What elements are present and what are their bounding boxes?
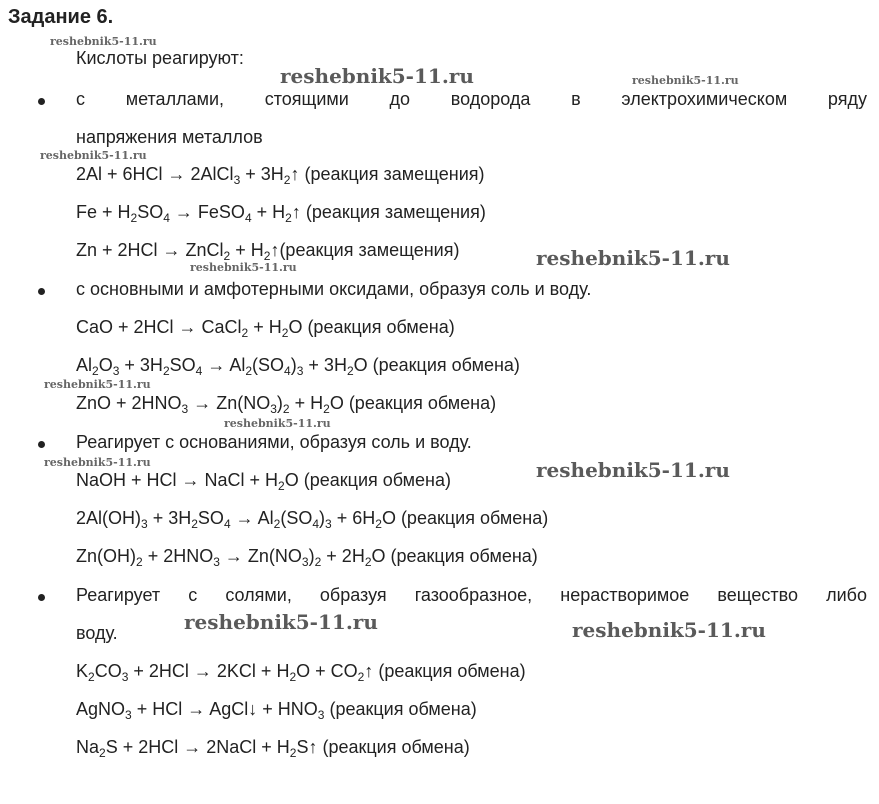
equation-zn-hcl: Zn + 2HCl → ZnCl$_2$ + $H_2↑(реакция$ замещения) <box>76 240 460 263</box>
equation-al-hcl: 2Al + 6HCl → 2AlCl$_3$ + $3H_2↑$ (реакция замещения) <box>76 164 485 187</box>
equation-zno-hno3: ZnO + $2HNO_3 \to Zn(NO_3)_2 + H_2O$ (реакция обмена) <box>76 393 497 416</box>
equation-fe-h2so4: $Fe + H_2SO_4$ → FeSO$_4$ + $H_2↑$ (реакция замещения) <box>76 202 486 225</box>
watermark: reshebnik5-11.ru <box>572 618 766 642</box>
watermark: reshebnik5-11.ru <box>50 35 157 48</box>
intro-text: Кислоты реагируют: <box>76 48 244 68</box>
equation-al2o3-h2so4: $Al_2O_3 + 3H_2SO_4 \to Al_2(SO_4)_3 + 3H_2O$ (реакция обмена) <box>76 355 520 378</box>
watermark: reshebnik5-11.ru <box>536 458 730 482</box>
bullet-text-salts-cont: воду. <box>76 623 118 643</box>
equation-agno3-hcl: AgNO$_3$ + HCl → AgCl↓ + $HNO_3$ (реакция обмена) <box>76 699 477 722</box>
watermark: reshebnik5-11.ru <box>536 246 730 270</box>
bullet-text-metals-cont: напряжения металлов <box>76 127 263 147</box>
watermark: reshebnik5-11.ru <box>190 261 297 274</box>
watermark: reshebnik5-11.ru <box>44 378 151 391</box>
watermark: reshebnik5-11.ru <box>44 456 151 469</box>
watermark: reshebnik5-11.ru <box>632 74 739 87</box>
bullet-text-oxides: с основными и амфотерными оксидами, образуя соль и воду. <box>76 279 592 299</box>
equation-na2s-hcl: $Na_2S + 2HCl$ → 2NaCl + $H_2S↑$ (реакция обмена) <box>76 737 470 760</box>
task-title: Задание 6. <box>8 6 114 28</box>
bullet-marker <box>38 288 45 295</box>
equation-naoh-hcl: NaOH + HCl → NaCl + $H_2O$ (реакция обмена) <box>76 470 452 493</box>
equation-k2co3-hcl: $K_2CO_3 + 2HCl \to 2KCl + H_2O$ + $CO_2↑$ (реакция обмена) <box>76 661 526 684</box>
bullet-marker <box>38 441 45 448</box>
watermark: reshebnik5-11.ru <box>184 610 378 634</box>
bullet-text-bases: Реагирует с основаниями, образуя соль и воду. <box>76 432 472 452</box>
equation-znoh2-hno3: $Zn(OH)_2 + 2HNO_3 \to Zn(NO_3)_2 + 2H_2O$ (реакция обмена) <box>76 546 538 569</box>
bullet-text-salts: Реагирует с солями, образуя газообразное, нерастворимое вещество либо <box>76 585 867 605</box>
watermark: reshebnik5-11.ru <box>280 64 474 88</box>
equation-aloh3-h2so4: $2Al(OH)_3 + 3H_2SO_4 \to Al_2(SO_4)_3 + 6H_2O$ (реакция обмена) <box>76 508 549 531</box>
watermark: reshebnik5-11.ru <box>224 417 331 430</box>
watermark: reshebnik5-11.ru <box>40 149 147 162</box>
bullet-text-metals: с металлами, стоящими до водорода в электрохимическом ряду <box>76 89 867 109</box>
equation-cao-hcl: CaO + 2HCl → CaCl$_2$ + $H_2O$ (реакция обмена) <box>76 317 455 340</box>
bullet-marker <box>38 98 45 105</box>
bullet-marker <box>38 594 45 601</box>
